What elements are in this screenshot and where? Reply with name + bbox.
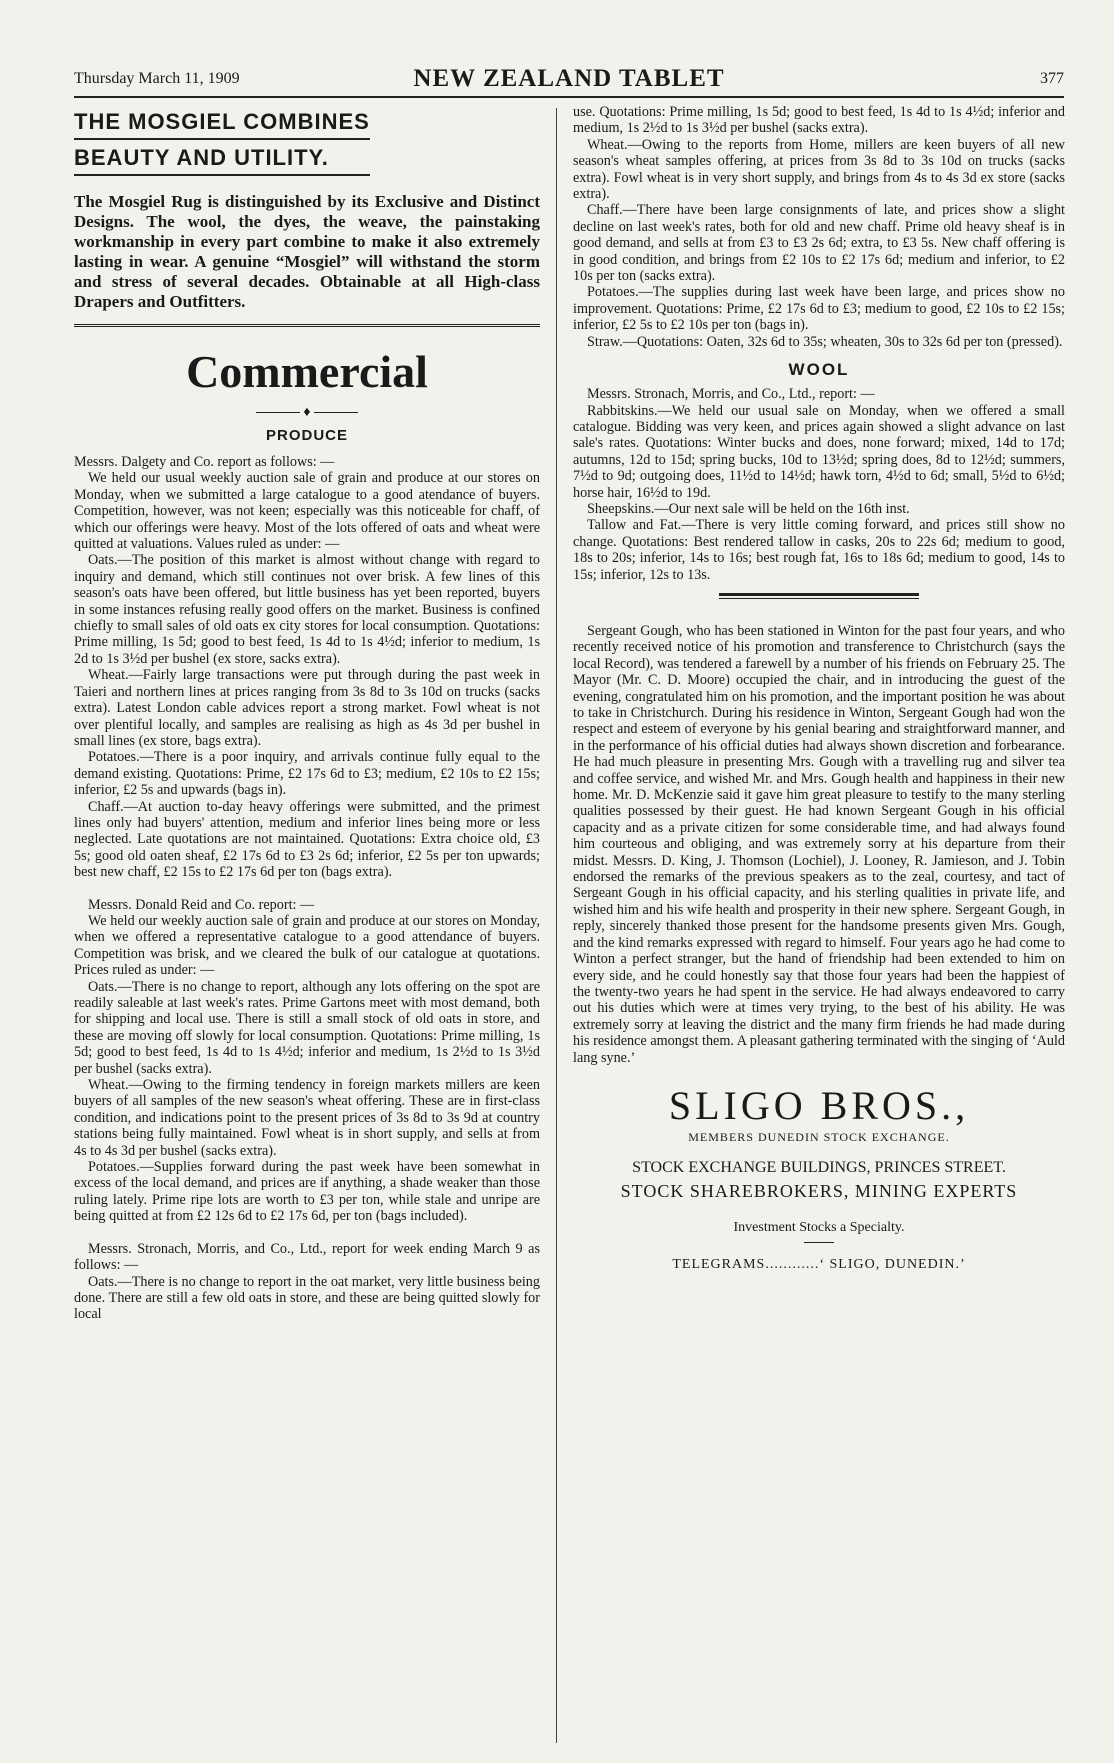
article-paragraph: Wheat.—Fairly large transactions were put through during the past week in Taieri and northern lines at prices ranging from 3s 8d to 3s 10d on trucks (sacks extra). Latest London cable advices report a strong market. Fowl wheat is not over plentiful locally, and samples are realising as high as 4s 3d per bushel in small lines (ex store, bags extra).: [74, 667, 540, 749]
paragraph-gap: [74, 1225, 540, 1241]
section-ornament: [74, 405, 540, 421]
issue-date: Thursday March 11, 1909: [74, 70, 240, 87]
article-paragraph: Oats.—There is no change to report, although any lots offering on the spot are readily saleable at last week's rates. Prime Gartons meet with most demand, both for shipping and local use. There is still a small stock of old oats in store, and these are moving off slowly for local consumption. Quotations: Prime milling, 1s 5d; good to best feed, 1s 4d to 1s 4½d; inferior and medium, 1s 2½d to 1s 3½d per bushel (sacks extra).: [74, 978, 540, 1077]
subhead-wool: WOOL: [788, 360, 850, 380]
article-paragraph: Wheat.—Owing to the reports from Home, millers are keen buyers of all new season's wheat samples offering, at prices from 3s 8d to 3s 10d on trucks (sacks extra). Fowl wheat is in very short supply, and brings from 4s to 4s 3d ex store (sacks extra).: [573, 136, 1065, 203]
advert-heading-2: BEAUTY AND UTILITY.: [74, 145, 329, 170]
article-paragraph: Oats.—The position of this market is almost without change with regard to inquiry and demand, which still continues not over brisk. A few lines of this season's oats have been offered, but little business has yet been reported, buyers in some instances refusing really good offers on the market. Business is confined chiefly to small sales of old oats ex city stores for local consumption. Quotations: Prime milling, 1s 5d; good to best feed, 1s 4d to 1s 4½d; inferior to medium, 1s 2d to 1s 3½d per bushel (ex store, sacks extra).: [74, 552, 540, 667]
advert-heading-rule: [74, 138, 370, 140]
sligo-address: STOCK EXCHANGE BUILDINGS, PRINCES STREET.: [632, 1158, 1006, 1176]
article-paragraph: Oats.—There is no change to report in the oat market, very little business being done. There are still a few old oats in store, and these are being quitted slowly for local: [74, 1273, 540, 1323]
column-divider: [556, 108, 557, 1743]
left-column: [74, 104, 540, 1744]
article-paragraph: Messrs. Dalgety and Co. report as follows: —: [74, 454, 335, 470]
sligo-telegrams: TELEGRAMS............‘ SLIGO, DUNEDIN.’: [672, 1256, 966, 1272]
advert-double-rule: [74, 324, 540, 327]
masthead-rule: [74, 96, 1064, 98]
advert-heading-1: THE MOSGIEL COMBINES: [74, 109, 370, 134]
article-paragraph: Messrs. Stronach, Morris, and Co., Ltd., report: —: [587, 386, 875, 403]
ornament-line: [256, 412, 300, 413]
article-paragraph: Chaff.—There have been large consignments of late, and prices show a slight decline on last week's rates, both for old and new chaff. Prime old heavy sheaf is in good demand, and sells at from £3 to £3 2s 6d; extra, to £3 5s. New chaff offering is in good condition, and brings from £2 10s to £2 17s 6d; medium and inferior, to £2 10s per ton (sacks extra).: [573, 202, 1065, 285]
ornament-line: [314, 412, 358, 413]
sligo-members: MEMBERS DUNEDIN STOCK EXCHANGE.: [688, 1129, 950, 1144]
page-number: 377: [1040, 70, 1064, 87]
sligo-rule: [804, 1242, 834, 1243]
article-paragraph: Chaff.—At auction to-day heavy offerings were submitted, and the primest lines only had buyers' attention, medium and inferior lines being more or less neglected. Late quotations are not maintained. Quotations: Extra choice old, £3 5s; good old oaten sheaf, £2 17s 6d to £3 2s 6d; inferior, £2 5s per ton upwards; best new chaff, £2 15s to £2 17s 6d per ton (bags extra).: [74, 798, 540, 881]
sligo-specialty: Investment Stocks a Specialty.: [733, 1219, 905, 1235]
article-paragraph: Potatoes.—The supplies during last week have been large, and prices show no improvement. Quotations: Prime, £2 17s 6d to £3; medium to good, £2 10s to £2 15s; inferior, £2 5s to £2 10s per ton (bags in).: [573, 284, 1065, 334]
sligo-title: SLIGO BROS.,: [668, 1082, 970, 1128]
advert-body: The Mosgiel Rug is distinguished by its Exclusive and Distinct Designs. The wool, the dyes, the weave, the painstaking workmanship in every part combine to make it also extremely lasting in wear. A genuine “Mosgiel” will withstand the storm and stress of several decades. Obtainable at all High-class Drapers and Outfitters.: [74, 192, 540, 311]
mosgiel-advert: [74, 108, 540, 327]
sligo-trade: STOCK SHAREBROKERS, MINING EXPERTS: [620, 1180, 1018, 1201]
article-paragraph: Messrs. Donald Reid and Co. report: —: [88, 896, 315, 913]
article-paragraph: use. Quotations: Prime milling, 1s 5d; good to best feed, 1s 4d to 1s 4½d; inferior and medium, 1s 2½d to 1s 3½d per bushel (sacks extra).: [573, 104, 1065, 137]
separator-rule: [719, 593, 919, 596]
article-paragraph: We held our weekly auction sale of grain and produce at our stores on Monday, when we offered a representative catalogue to a good attendance of buyers. Competition was brisk, and we cleared the bulk of our catalogue at quotations. Prices ruled as under: —: [74, 912, 540, 979]
wool-report: [573, 386, 1065, 583]
article-paragraph: We held our usual weekly auction sale of grain and produce at our stores on Monday, when we submitted a large catalogue to a good atendance of buyers. Competition, however, was not keen; especially was this noticeable for chaff, of which our offerings were heavy. Most of the lots offered of oats and wheat were quitted at valuations. Values ruled as under: —: [74, 470, 540, 553]
sergeant-gough-article: [573, 623, 1065, 1066]
article-paragraph: Straw.—Quotations: Oaten, 32s 6d to 35s; wheaten, 30s to 32s 6d per ton (pressed).: [587, 333, 1063, 350]
right-column: [573, 104, 1065, 1744]
newspaper-title: NEW ZEALAND TABLET: [413, 65, 725, 92]
masthead: [74, 62, 1064, 100]
advert-heading-rule: [74, 174, 370, 176]
separator-rule: [719, 598, 919, 599]
subhead-produce: PRODUCE: [265, 427, 348, 444]
article-paragraph: Sergeant Gough, who has been stationed in Winton for the past four years, and who recently received notice of his promotion and transference to Christchurch (says the local Record), was tendered a farewell by a number of his friends on February 25. The Mayor (Mr. C. D. Moore) occupied the chair, and in introducing the guest of the evening, congratulated him on his promotion, and the important position he was about to take in Christchurch. During his residence in Winton, Sergeant Gough had won the respect and esteem of everyone by his genial bearing and straightforward manner, and in the performance of his official duties had always shown discretion and forbearance. He had much pleasure in presenting Mrs. Gough with a travelling rug and silver tea and coffee service, and wished Mr. and Mrs. Gough health and happiness in their new home. Mr. D. McKenzie said it gave him great pleasure to testify to the many sterling qualities possessed by their guest. He had known Sergeant Gough in his official capacity and as a private citizen for some considerable time, and had always found him courteous and obliging, and was extremely sorry at his departure from their midst. Messrs. D. King, J. Thomson (Lochiel), J. Looney, R. Jamieson, and J. Tobin endorsed the remarks of the previous speakers as to the zeal, courtesy, and tact of Sergeant Gough in his official capacity, and his sterling qualities in private life, and wished him and his wife health and prosperity in their new sphere. Sergeant Gough, in reply, sincerely thanked those present for the handsome presents given Mrs. Gough, and the kind remarks expressed with regard to himself. Four years ago he had come to Winton a perfect stranger, but the hand of friendship had been extended to him on every side, and he could honestly say that those four years had been the happiest of the twenty-two years he had spent in the service. He had always endeavored to carry out his duties which were at times very trying, to the best of his ability. He was extremely sorry at leaving the district and the many firm friends he had made during his residence amongst them. A pleasant gathering terminated with the singing of ‘Auld lang syne.’: [573, 622, 1065, 1066]
produce-reports: [74, 454, 540, 1323]
article-paragraph: Rabbitskins.—We held our usual sale on Monday, when we offered a small catalogue. Bidding was very keen, and prices again showed a slight advance on last sale's rates. Quotations: Winter bucks and does, none forward; mixed, 14d to 17d; autumns, 12d to 15d; spring bucks, 10d to 13½d; spring does, 8d to 12½d; summers, 7½d to 9d; outgoing does, 11½d to 14½d; hawk torn, 4½d to 6d; small, 5½d to 6½d; horse hair, 16½d to 19d.: [573, 402, 1065, 501]
sligo-bros-advert: [573, 1084, 1065, 1273]
paragraph-gap: [74, 881, 540, 897]
article-paragraph: Sheepskins.—Our next sale will be held on the 16th inst.: [587, 500, 910, 517]
produce-report-continued: [573, 104, 1065, 350]
article-paragraph: Tallow and Fat.—There is very little coming forward, and prices still show no change. Quotations: Best rendered tallow in casks, 20s to 22s 6d; medium to good, 18s to 20s; inferior, 14s to 16s; best rough fat, 16s to 18s 6d; medium to good, 14s to 15s; inferior, 12s to 13s.: [573, 517, 1065, 583]
diamond-icon: ♦: [303, 405, 311, 420]
section-title-commercial: Commercial: [186, 346, 428, 397]
article-paragraph: Potatoes.—There is a poor inquiry, and arrivals continue fully equal to the demand existing. Quotations: Prime, £2 17s 6d to £3; medium, £2 10s to £2 15s; inferior, £2 5s and upwards (bags in).: [74, 749, 540, 799]
article-paragraph: Potatoes.—Supplies forward during the past week have been somewhat in excess of the local demand, and prices are if anything, a shade weaker than those ruling lately. Prime ripe lots are worth to £3 per ton, while stale and unripe are being quitted at from £2 12s 6d to £2 17s 6d, per ton (bags included).: [74, 1159, 540, 1225]
article-paragraph: Wheat.—Owing to the firming tendency in foreign markets millers are keen buyers of all samples of the new season's wheat offering. These are in first-class condition, and indications point to the present prices of 3s 8d to 3s 9d at country stations being fully maintained. Fowl wheat is in short supply, and sells at from 4s to 4s 3d per bushel (sacks extra).: [74, 1077, 540, 1159]
article-paragraph: Messrs. Stronach, Morris, and Co., Ltd., report for week ending March 9 as follows: —: [74, 1240, 540, 1274]
